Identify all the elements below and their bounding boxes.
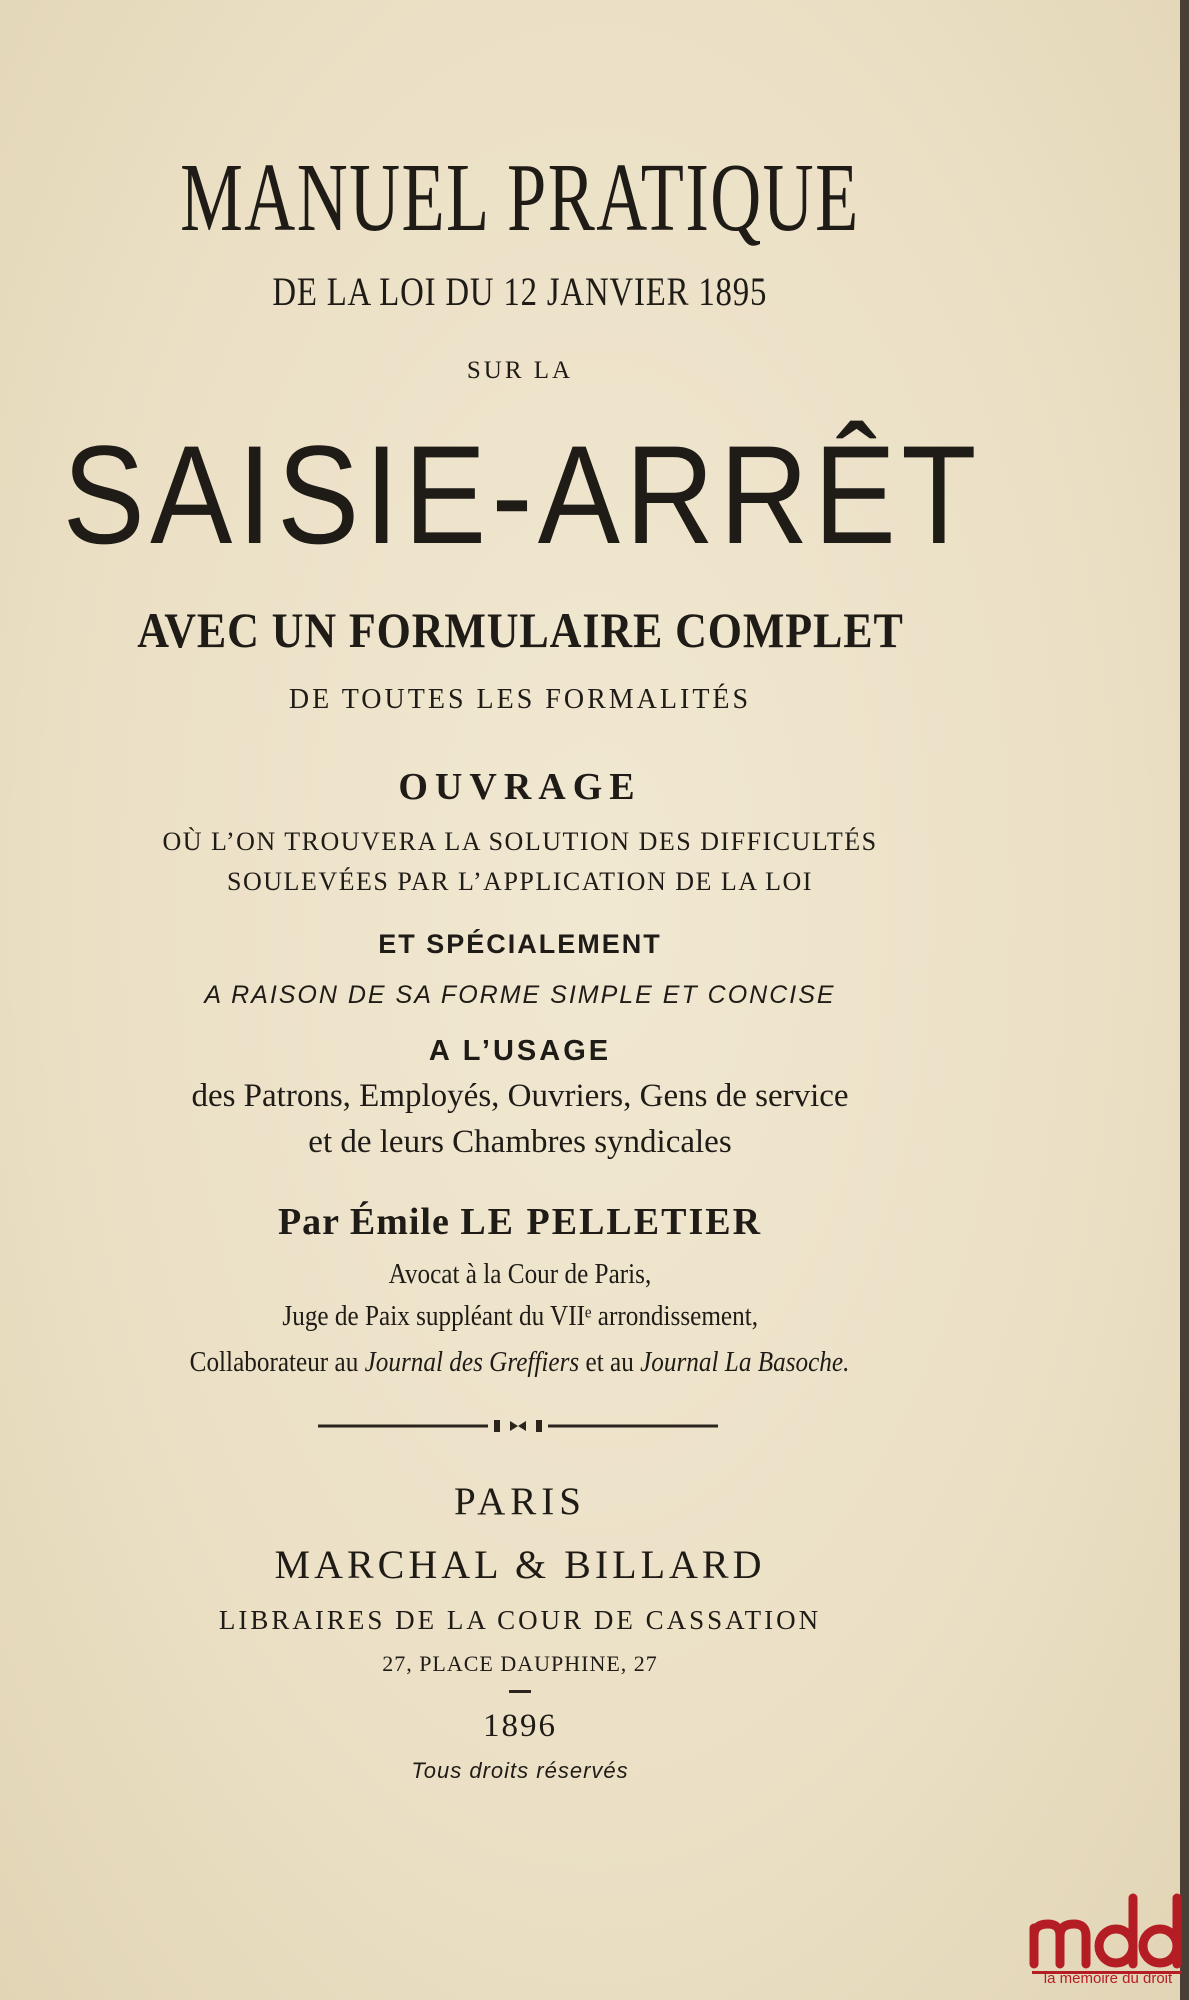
- usage-line: A L’USAGE: [428, 1035, 612, 1067]
- author-surname: LE PELLETIER: [460, 1201, 763, 1243]
- credential-avocat: Avocat à la Cour de Paris,: [388, 1259, 652, 1290]
- book-title: MANUEL PRATIQUE: [180, 144, 860, 252]
- mdd-caption: la mémoire du droit: [1043, 1970, 1173, 1987]
- page-edge: [1180, 0, 1189, 2000]
- formulaire-line: AVEC UN FORMULAIRE COMPLET: [136, 602, 904, 658]
- credential-juge: Juge de Paix suppléant du VIIᵉ arrondissement,: [282, 1301, 758, 1332]
- audience-line-1: des Patrons, Employés, Ouvriers, Gens de service: [191, 1078, 849, 1114]
- imprint-dash: [509, 1690, 531, 1693]
- collab-prefix: Collaborateur au: [190, 1347, 359, 1378]
- forme-line: A RAISON DE SA FORME SIMPLE ET CONCISE: [204, 981, 836, 1009]
- audience-line-2: et de leurs Chambres syndicales: [308, 1124, 732, 1160]
- imprint-city: PARIS: [454, 1480, 586, 1523]
- specialement-line: ET SPÉCIALEMENT: [378, 929, 662, 959]
- collab-middle: et au: [586, 1347, 635, 1378]
- formalites-line: DE TOUTES LES FORMALITÉS: [288, 684, 752, 715]
- ornament-divider: [318, 1418, 718, 1434]
- main-title: SAISIE-ARRÊT: [62, 416, 982, 573]
- credential-collaborateur: [0, 1346, 1040, 1380]
- author-line: [0, 1200, 1040, 1244]
- imprint-year: 1896: [483, 1708, 557, 1744]
- journal-greffiers: Journal des Greffiers: [365, 1347, 580, 1378]
- law-subtitle: DE LA LOI DU 12 JANVIER 1895: [272, 269, 768, 314]
- imprint-address: 27, PLACE DAUPHINE, 27: [382, 1651, 658, 1676]
- ouvrage-heading: OUVRAGE: [398, 766, 642, 808]
- journal-basoche: Journal La Basoche.: [640, 1347, 850, 1378]
- solution-line: OÙ L’ON TROUVERA LA SOLUTION DES DIFFICULTÉS: [162, 827, 878, 856]
- imprint-rights: Tous droits réservés: [411, 1758, 629, 1783]
- application-line: SOULEVÉES PAR L’APPLICATION DE LA LOI: [227, 867, 813, 896]
- author-prefix: Par Émile: [277, 1201, 450, 1243]
- imprint-publisher: MARCHAL & BILLARD: [274, 1542, 766, 1587]
- imprint-libraires: LIBRAIRES DE LA COUR DE CASSATION: [218, 1605, 822, 1635]
- sur-la-text: SUR LA: [466, 357, 574, 384]
